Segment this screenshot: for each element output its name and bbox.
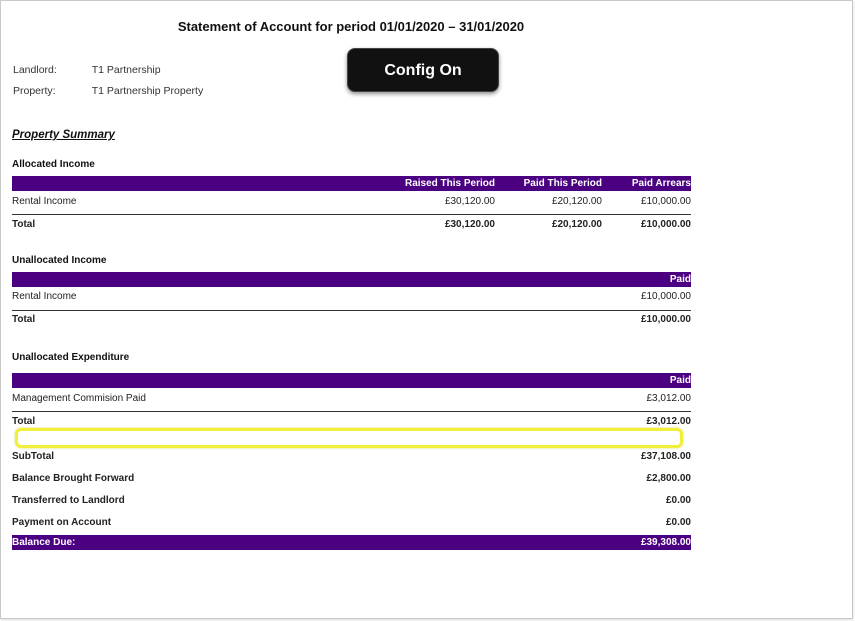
col-paid-arrears: Paid Arrears bbox=[631, 178, 691, 189]
row-label: Rental Income bbox=[12, 196, 77, 207]
landlord-value: T1 Partnership bbox=[91, 64, 161, 76]
brought-forward-value: £2,800.00 bbox=[646, 473, 691, 484]
total-label: Total bbox=[12, 314, 36, 325]
total-paid: £20,120.00 bbox=[551, 219, 602, 230]
payment-on-account-value: £0.00 bbox=[665, 517, 691, 528]
divider bbox=[12, 214, 691, 215]
config-on-badge: Config On bbox=[347, 48, 499, 92]
unallocated-income-heading: Unallocated Income bbox=[12, 255, 107, 266]
unallocated-expenditure-heading: Unallocated Expenditure bbox=[12, 352, 130, 363]
brought-forward-label: Balance Brought Forward bbox=[12, 473, 135, 484]
total-arrears: £10,000.00 bbox=[640, 219, 691, 230]
col-paid: Paid bbox=[669, 375, 691, 386]
total-raised: £30,120.00 bbox=[444, 219, 495, 230]
row-arrears: £10,000.00 bbox=[640, 196, 691, 207]
total-label: Total bbox=[12, 219, 36, 230]
statement-title: Statement of Account for period 01/01/2020 – 31/01/2020 bbox=[177, 19, 525, 34]
subtotal-value: £37,108.00 bbox=[640, 451, 691, 462]
allocated-income-heading: Allocated Income bbox=[12, 159, 95, 170]
col-raised-this-period: Raised This Period bbox=[404, 178, 495, 189]
total-paid: £3,012.00 bbox=[646, 416, 691, 427]
row-paid: £20,120.00 bbox=[551, 196, 602, 207]
row-raised: £30,120.00 bbox=[444, 196, 495, 207]
divider bbox=[12, 310, 691, 311]
landlord-label: Landlord: bbox=[13, 64, 57, 76]
total-paid: £10,000.00 bbox=[640, 314, 691, 325]
row-label: Rental Income bbox=[12, 291, 77, 302]
col-paid: Paid bbox=[669, 274, 691, 285]
balance-due-value: £39,308.00 bbox=[640, 537, 691, 548]
landlord-line bbox=[13, 64, 161, 76]
transferred-value: £0.00 bbox=[665, 495, 691, 506]
property-value: T1 Partnership Property bbox=[91, 85, 204, 97]
row-label: Management Commision Paid bbox=[12, 393, 146, 404]
unallocated-expenditure-header-bar bbox=[12, 373, 691, 388]
balance-due-label: Balance Due: bbox=[12, 537, 76, 548]
total-label: Total bbox=[12, 416, 36, 427]
transferred-label: Transferred to Landlord bbox=[12, 495, 125, 506]
col-paid-this-period: Paid This Period bbox=[523, 178, 602, 189]
unallocated-income-header-bar bbox=[12, 272, 691, 287]
property-label: Property: bbox=[13, 85, 56, 97]
payment-on-account-label: Payment on Account bbox=[12, 517, 112, 528]
property-line bbox=[13, 85, 203, 97]
property-summary-title: Property Summary bbox=[12, 129, 115, 141]
row-paid: £3,012.00 bbox=[646, 393, 691, 404]
divider bbox=[12, 411, 691, 412]
row-paid: £10,000.00 bbox=[640, 291, 691, 302]
allocated-income-header-bar bbox=[12, 176, 691, 191]
balance-due-bar bbox=[12, 535, 691, 550]
subtotal-label: SubTotal bbox=[12, 451, 55, 462]
highlight-annotation bbox=[15, 428, 683, 448]
